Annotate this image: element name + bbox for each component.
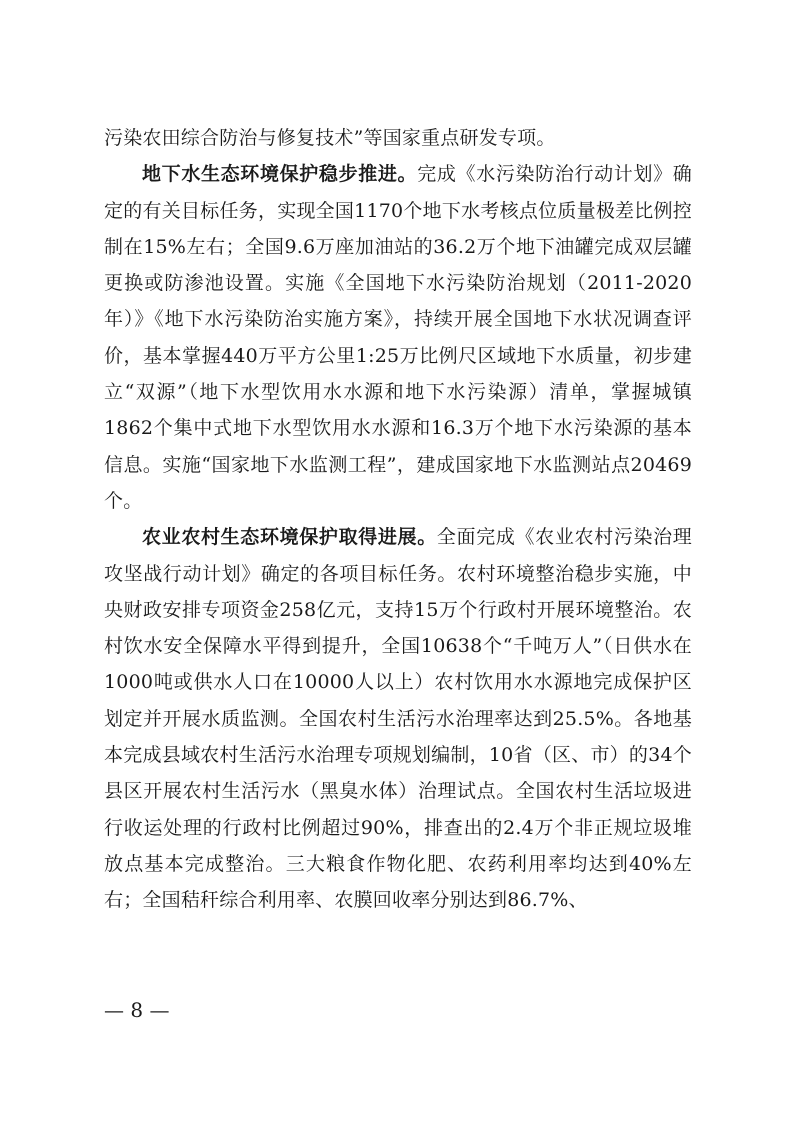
paragraph-lead: 地下水生态环境保护稳步推进。: [142, 163, 418, 186]
page-number: — 8 —: [104, 998, 170, 1022]
paragraph-rural: [104, 519, 692, 918]
paragraph-groundwater: [104, 156, 692, 519]
paragraph-text: 全面完成《农业农村污染治理攻坚战行动计划》确定的各项目标任务。农村环境整治稳步实施，中央财政安排专项资金258亿元，支持15万个行政村开展环境整治。农村饮水安全保障水平得到提升，全国10638个“千吨万人”（日供水在1000吨或供水人口在10000人以上）农村饮用水水源地完成保护区划定并开展水质监测。全国农村生活污水治理率达到25.5%。各地基本完成县域农村生活污水治理专项规划编制，10省（区、市）的34个县区开展农村生活污水（黑臭水体）治理试点。全国农村生活垃圾进行收运处理的行政村比例超过90%，排查出的2.4万个非正规垃圾堆放点基本完成整治。三大粮食作物化肥、农药利用率均达到40%左右；全国秸秆综合利用率、农膜回收率分别达到86.7%、: [104, 526, 692, 912]
paragraph-text: 完成《水污染防治行动计划》确定的有关目标任务，实现全国1170个地下水考核点位质量极差比例控制在15%左右；全国9.6万座加油站的36.2万个地下油罐完成双层罐更换或防渗池设置。实施《全国地下水污染防治规划（2011-2020年）》《地下水污染防治实施方案》，持续开展全国地下水状况调查评价，基本掌握440万平方公里1:25万比例尺区域地下水质量，初步建立“双源”（地下水型饮用水水源和地下水污染源）清单，掌握城镇1862个集中式地下水型饮用水水源和16.3万个地下水污染源的基本信息。实施“国家地下水监测工程”，建成国家地下水监测站点20469个。: [104, 163, 692, 512]
body-text: [104, 120, 692, 919]
paragraph-text: 污染农田综合防治与修复技术”等国家重点研发专项。: [104, 127, 556, 149]
paragraph-lead: 农业农村生态环境保护取得进展。: [142, 526, 437, 549]
paragraph-continued: [104, 120, 692, 156]
